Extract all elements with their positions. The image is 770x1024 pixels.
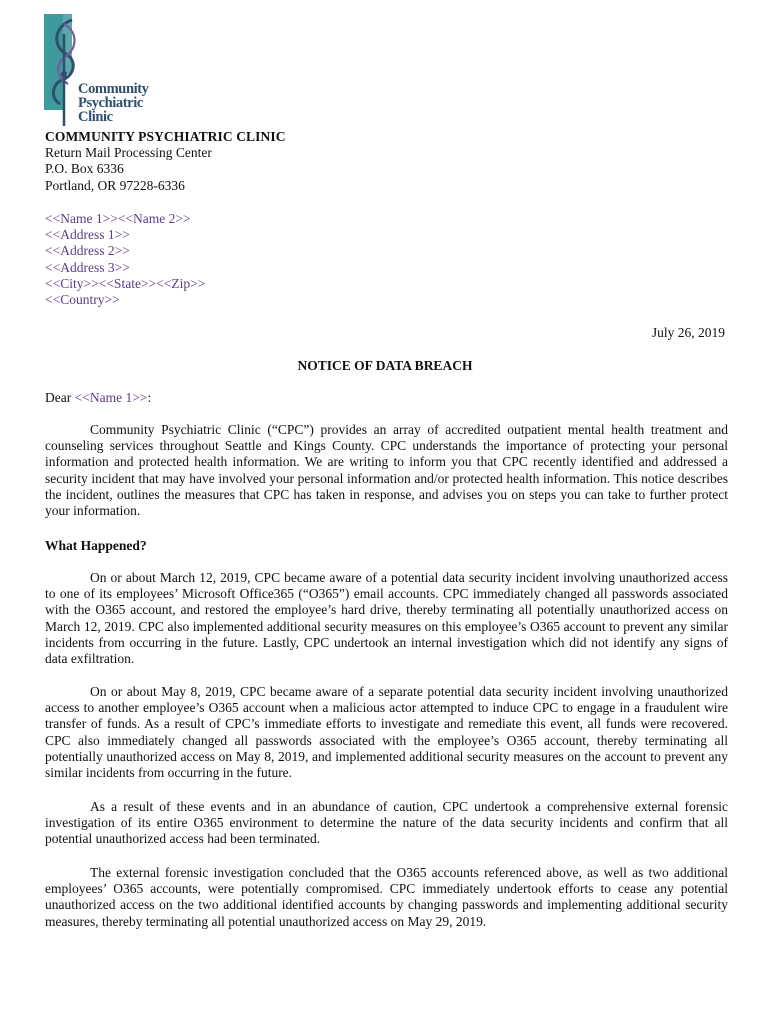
section-heading: What Happened? — [45, 538, 147, 553]
recipient-address — [45, 211, 728, 308]
what-happened-p2-wrap — [45, 684, 728, 781]
what-happened-p4-wrap — [45, 865, 728, 930]
what-happened-paragraph-3: As a result of these events and in an abundance of caution, CPC undertook a comprehensive external forensic investigation of its entire O365 environment to determine the nature of the data security incidents and confirm that all potential unauthorized access had been terminated. — [45, 799, 728, 847]
what-happened-paragraph-2: On or about May 8, 2019, CPC became aware of a separate potential data security incident involving unauthorized access to another employee’s O365 account when a malicious actor attempted to induce CPC to engage in a fraudulent wire transfer of funds. As a result of CPC’s immediate efforts to investigate and remediate this event, all funds were recovered. CPC also immediately changed all passwords associated with the employee’s O365 account, thereby terminating all potentially unauthorized access on May 8, 2019, and implemented additional security measures on the account to prevent any similar incidents from occurring in the future. — [45, 684, 728, 781]
salutation-suffix: : — [147, 390, 152, 405]
logo-wordmark — [78, 82, 149, 124]
sender-line-2: P.O. Box 6336 — [45, 161, 124, 177]
sender-address — [45, 129, 728, 194]
salutation — [45, 390, 728, 406]
what-happened-paragraph-4: The external forensic investigation concluded that the O365 accounts referenced above, as well as two additional employees’ O365 accounts, were potentially compromised. CPC immediately undertook efforts to cease any potential unauthorized access on the two additional identified accounts by changing passwords and implementing additional security measures, thereby terminating all potential unauthorized access on May 29, 2019. — [45, 865, 728, 929]
logo-dot — [61, 71, 67, 77]
intro-paragraph: Community Psychiatric Clinic (“CPC”) provides an array of accredited outpatient mental health treatment and counseling services throughout Seattle and Kings County. CPC understands the importance of protecting your personal information and protected health information. We are writing to inform you that CPC recently identified and addressed a security incident that may have involved your personal information and/or protected health information. This notice describes the incident, outlines the measures that CPC has taken in response, and advises you on steps you can take to further protect your information. — [45, 422, 728, 519]
logo-line-2: Psychiatric — [78, 95, 143, 111]
recipient-names: <<Name 1>><<Name 2>> — [45, 211, 191, 226]
notice-title: NOTICE OF DATA BREACH — [297, 358, 473, 373]
intro-section — [45, 422, 728, 519]
sender-line-3: Portland, OR 97228-6336 — [45, 177, 185, 193]
salutation-name: <<Name 1>> — [74, 390, 148, 405]
recipient-address-3: <<Address 3>> — [45, 259, 130, 275]
logo-line-1: Community — [78, 81, 149, 97]
recipient-address-2: <<Address 2>> — [45, 243, 130, 259]
salutation-prefix: Dear — [45, 390, 75, 405]
logo-line-3: Clinic — [78, 109, 113, 125]
what-happened-heading — [45, 538, 728, 554]
what-happened-p1-wrap — [45, 570, 728, 667]
what-happened-p3-wrap — [45, 799, 728, 848]
recipient-city-state-zip: <<City>><<State>><<Zip>> — [45, 275, 206, 291]
letter-date: July 26, 2019 — [651, 325, 725, 340]
sender-org: COMMUNITY PSYCHIATRIC CLINIC — [45, 129, 286, 144]
sender-line-1: Return Mail Processing Center — [45, 145, 212, 161]
recipient-address-1: <<Address 1>> — [45, 227, 130, 243]
what-happened-paragraph-1: On or about March 12, 2019, CPC became aware of a potential data security incident involving unauthorized access to one of its employees’ Microsoft Office365 (“O365”) email accounts. CPC immediately changed all passwords associated with the O365 account, and restored the employee’s hard drive, thereby terminating all potentially unauthorized access on March 12, 2019. CPC also implemented additional security measures on this employee’s O365 account to prevent any similar incidents from occurring in the future. Lastly, CPC undertook an internal investigation which did not identify any signs of data exfiltration. — [45, 570, 728, 667]
recipient-country: <<Country>> — [45, 292, 120, 308]
